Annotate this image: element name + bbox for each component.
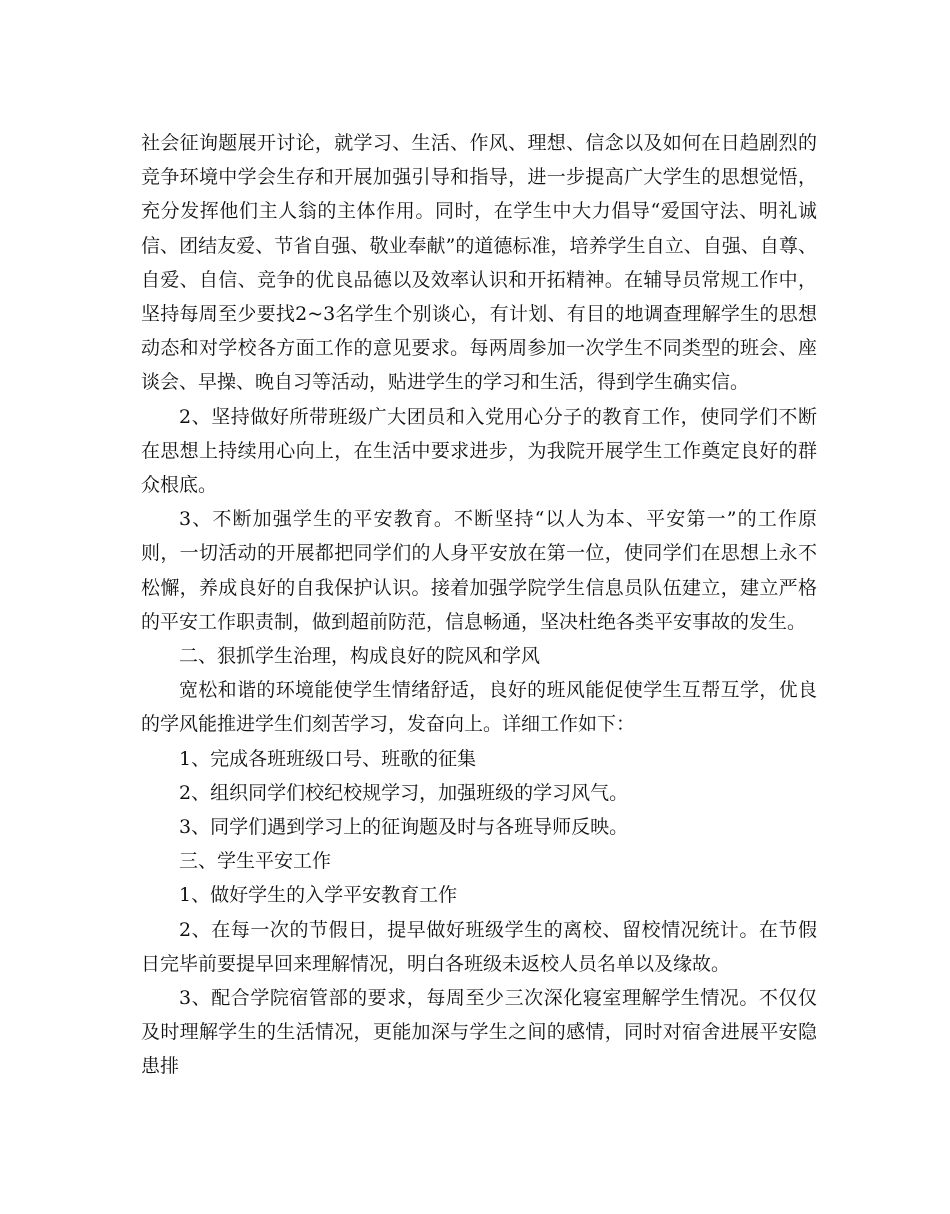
paragraph-5: 宽松和谐的环境能使学生情绪舒适，良好的班风能促使学生互帮互学，优良的学风能推进学生们刻苦学习，发奋向上。详细工作如下： <box>141 679 817 736</box>
list-item-1: 1、完成各班班级口号、班歌的征集 <box>179 747 477 770</box>
list-item-2: 2、组织同学们校纪校规学习，加强班级的学习风气。 <box>179 781 629 804</box>
section-heading-2: 二、狠抓学生治理，构成良好的院风和学风 <box>179 645 541 668</box>
paragraph-1: 社会征询题展开讨论，就学习、生活、作风、理想、信念以及如何在日趋剧烈的竞争环境中学会生存和开展加强引导和指导，进一步提高广大学生的思想觉悟，充分发挥他们主人翁的主体作用。同时，在学生中大力倡导“爱国守法、明礼诚信、团结友爱、节省自强、敬业奉献”的道德标准，培养学生自立、自强、自尊、自爱、自信、竞争的优良品德以及效率认识和开拓精神。在辅导员常规工作中，坚持每周至少要找2~3名学生个别谈心，有计划、有目的地调查理解学生的思想动态和对学校各方面工作的意见要求。每两周参加一次学生不同类型的班会、座谈会、早操、晚自习等活动，贴进学生的学习和生活，得到学生确实信。 <box>141 132 817 394</box>
paragraph-11: 2、在每一次的节假日，提早做好班级学生的离校、留校情况统计。在节假日完毕前要提早回来理解情况，明白各班级未返校人员名单以及缘故。 <box>141 918 817 975</box>
paragraph-2: 2、坚持做好所带班级广大团员和入党用心分子的教育工作，使同学们不断在思想上持续用心向上，在生活中要求进步，为我院开展学生工作奠定良好的群众根底。 <box>141 405 817 497</box>
section-heading-3: 三、学生平安工作 <box>179 850 332 873</box>
list-item-3: 3、同学们遇到学习上的征询题及时与各班导师反映。 <box>179 816 629 839</box>
document-body <box>141 126 817 1084</box>
paragraph-3: 3、不断加强学生的平安教育。不断坚持“以人为本、平安第一”的工作原则，一切活动的开展都把同学们的人身平安放在第一位，使同学们在思想上永不松懈，养成良好的自我保护认识。接着加强学院学生信息员队伍建立，建立严格的平安工作职责制，做到超前防范，信息畅通，坚决杜绝各类平安事故的发生。 <box>141 508 817 633</box>
list-item-4: 1、做好学生的入学平安教育工作 <box>179 884 458 907</box>
paragraph-12: 3、配合学院宿管部的要求，每周至少三次深化寝室理解学生情况。不仅仅及时理解学生的生活情况，更能加深与学生之间的感情，同时对宿舍进展平安隐患排 <box>141 987 817 1078</box>
